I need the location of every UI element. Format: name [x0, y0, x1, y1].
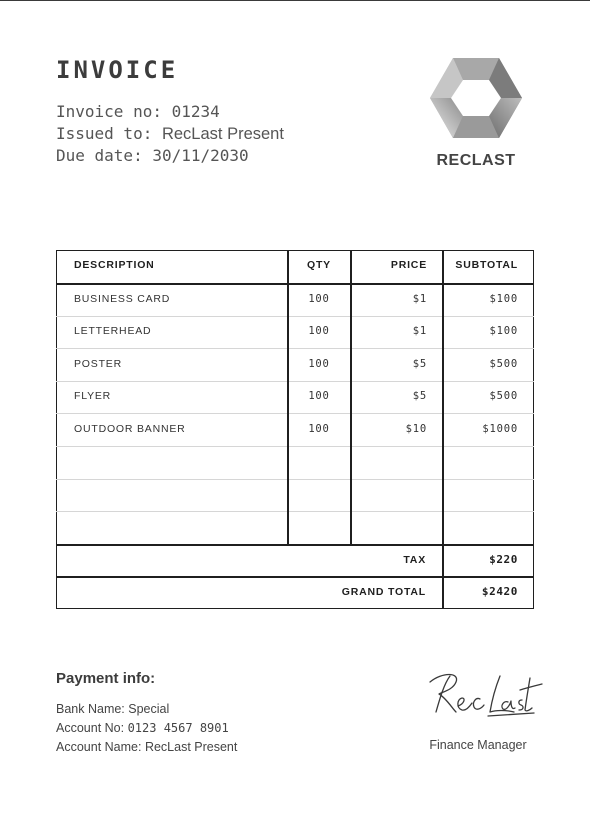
- issued-to-label: Issued to:: [56, 124, 153, 143]
- issued-to-line: [56, 123, 284, 145]
- row-qty: 100: [308, 390, 330, 402]
- table-row: [56, 380, 534, 412]
- row-subtotal: $100: [489, 325, 518, 337]
- row-price: $1: [412, 325, 427, 337]
- tax-row: [56, 544, 534, 576]
- account-no-label: Account No:: [56, 721, 125, 735]
- due-date-label: Due date:: [56, 146, 143, 165]
- table-row: [56, 315, 534, 347]
- row-qty: 100: [308, 358, 330, 370]
- row-price: $5: [412, 358, 427, 370]
- top-rule: [0, 0, 590, 1]
- table-row: [56, 413, 534, 445]
- payment-heading: Payment info:: [56, 670, 156, 687]
- row-qty: 100: [308, 325, 330, 337]
- invoice-meta: [56, 101, 284, 167]
- header-description: DESCRIPTION: [74, 259, 155, 271]
- invoice-number-line: [56, 101, 284, 123]
- bank-name-label: Bank Name:: [56, 702, 125, 716]
- invoice-number: 01234: [171, 102, 220, 121]
- tax-value: $220: [489, 553, 518, 566]
- col-line-qty: [287, 250, 289, 545]
- header-price: PRICE: [390, 259, 427, 271]
- table-row: [56, 283, 534, 315]
- row-description: OUTDOOR BANNER: [74, 423, 186, 435]
- row-description: LETTERHEAD: [74, 325, 152, 337]
- invoice-number-label: Invoice no:: [56, 102, 162, 121]
- header-qty: QTY: [307, 259, 331, 271]
- account-name-value: RecLast Present: [144, 740, 238, 754]
- row-divider: [56, 511, 534, 512]
- row-description: FLYER: [74, 390, 112, 402]
- grand-total-label: GRAND TOTAL: [341, 586, 426, 598]
- signature-icon: [422, 668, 548, 722]
- issued-to-value: RecLast Present: [161, 125, 284, 143]
- brand-name: RECLAST: [436, 152, 516, 169]
- account-name-line: [56, 738, 237, 757]
- row-subtotal: $100: [489, 293, 518, 305]
- account-name-label: Account Name:: [56, 740, 142, 754]
- row-description: BUSINESS CARD: [74, 293, 171, 305]
- row-qty: 100: [308, 423, 330, 435]
- invoice-title: INVOICE: [56, 56, 179, 84]
- table-header: [56, 250, 534, 283]
- grand-total-row: [56, 576, 534, 608]
- row-subtotal: $500: [489, 358, 518, 370]
- payment-info: [56, 700, 237, 757]
- due-date-line: [56, 145, 284, 167]
- tax-label: TAX: [403, 554, 426, 566]
- grand-total-value: $2420: [481, 585, 518, 598]
- account-no-value: 0123 4567 8901: [127, 721, 229, 735]
- header-subtotal: SUBTOTAL: [455, 259, 518, 271]
- row-price: $5: [412, 390, 427, 402]
- col-line-price: [350, 250, 352, 545]
- row-subtotal: $1000: [482, 423, 518, 435]
- row-divider: [56, 446, 534, 447]
- row-subtotal: $500: [489, 390, 518, 402]
- row-price: $10: [405, 423, 427, 435]
- bank-name-line: [56, 700, 237, 719]
- hexagon-logo-icon: [429, 56, 523, 140]
- row-divider: [56, 479, 534, 480]
- row-description: POSTER: [74, 358, 122, 370]
- row-price: $1: [412, 293, 427, 305]
- table-row: [56, 348, 534, 380]
- due-date-value: 30/11/2030: [152, 146, 249, 165]
- row-qty: 100: [308, 293, 330, 305]
- bank-name-value: Special: [128, 702, 170, 716]
- signature-role: Finance Manager: [429, 738, 527, 752]
- account-no-line: [56, 719, 237, 738]
